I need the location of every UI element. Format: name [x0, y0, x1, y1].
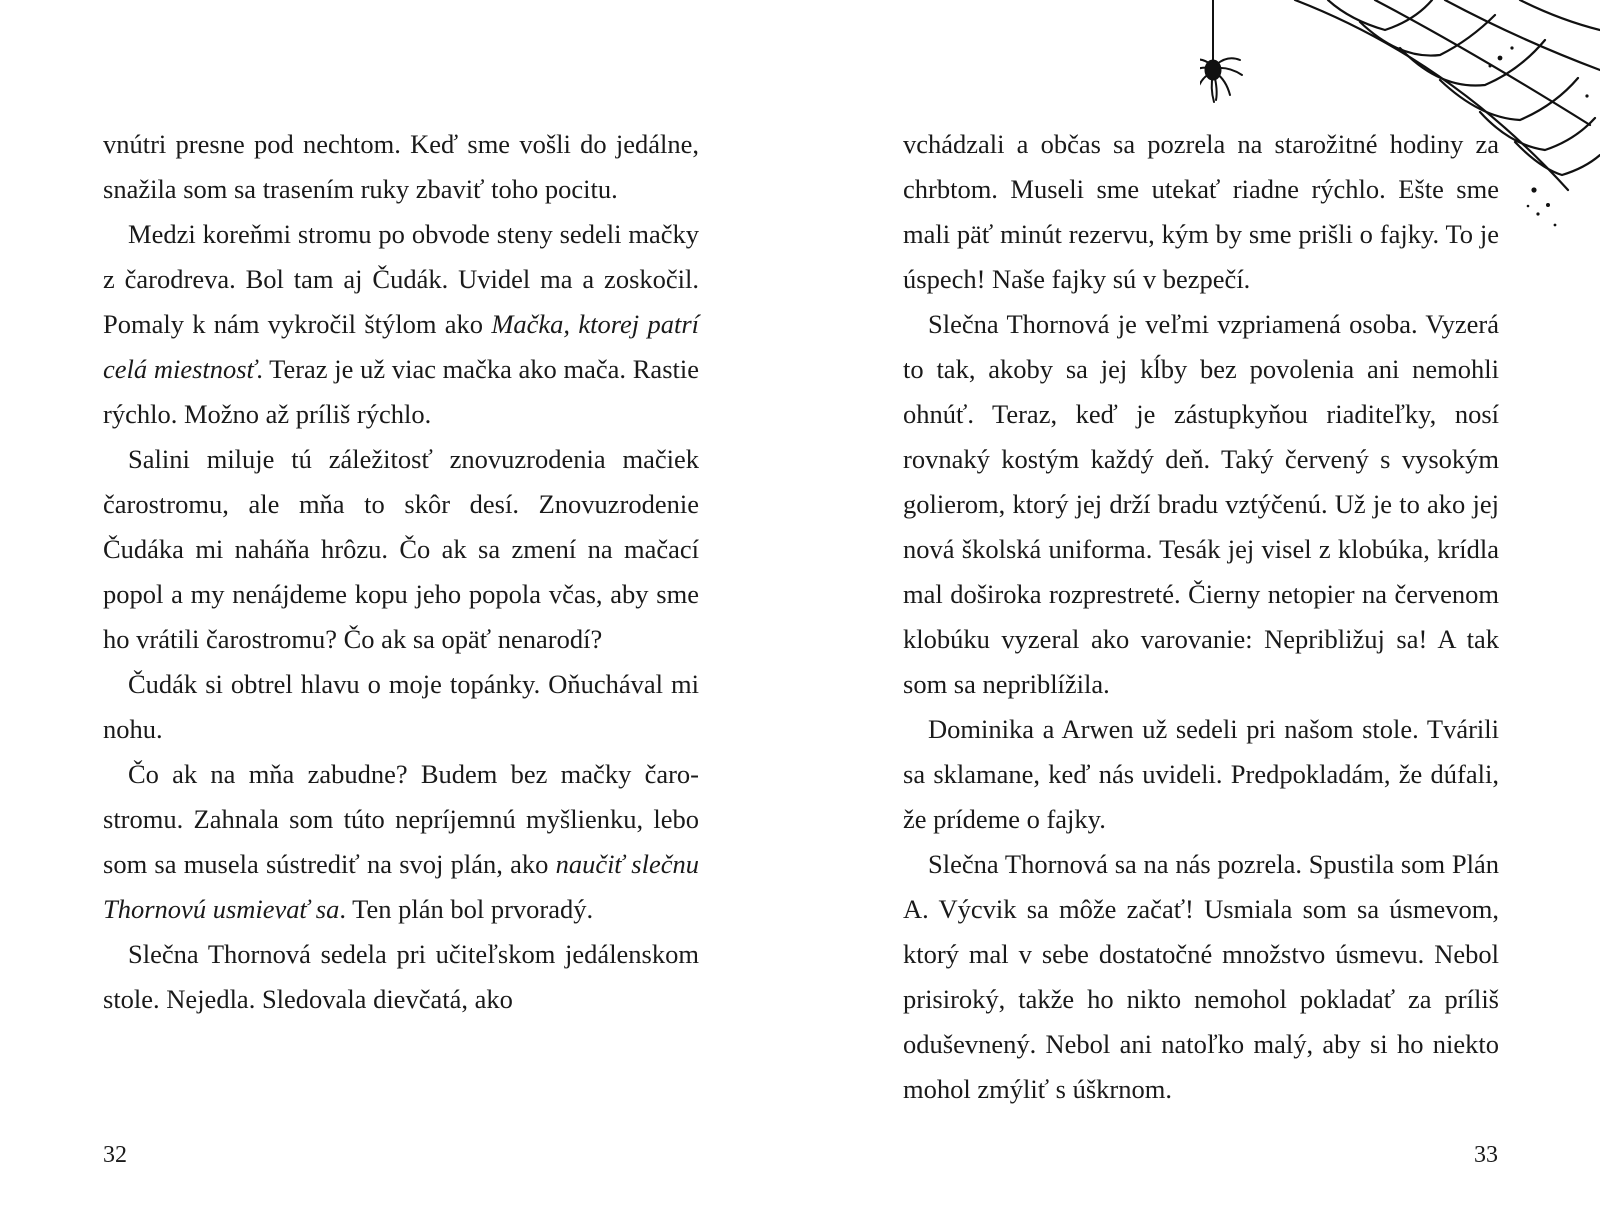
spider-web-icon: [1295, 0, 1600, 190]
text-run: vchádzali a občas sa pozrela na starožitné hodiny za chrbtom. Museli sme utekať riadne rýchlo. Ešte sme mali päť minút rezervu, kým by sme prišli o fajky. To je úspech! Naše fajky sú v bezpečí.: [903, 129, 1499, 294]
spider-web-illustration: [1200, 0, 1600, 250]
text-run: vnútri presne pod nechtom. Keď sme vošli do jedálne, snažila som sa trasením ruky zbaviť toho pocitu.: [103, 129, 699, 204]
text-run: . Teraz je už viac mačka ako mača. Rastie rýchlo. Možno až príliš rýchlo.: [103, 354, 699, 429]
right-page-text: [903, 122, 1499, 1112]
paragraph: [103, 437, 699, 662]
spider-icon: [1200, 0, 1242, 102]
italic-text: Mačka, ktorej patrí celá miestnosť: [103, 309, 699, 384]
text-run: Salini miluje tú záležitosť znovuzrodenia mačiek čarostromu, ale mňa to skôr desí. Znovuzrodenie Čudáka mi naháňa hrôzu. Čo ak sa zmení na mačací popol a my nenájdeme kopu jeho popola včas, aby sme ho vrátili čarostromu? Čo ak sa opäť nenarodí?: [103, 444, 699, 654]
text-run: . Ten plán bol prvoradý.: [339, 894, 594, 924]
paragraph: [103, 932, 699, 1022]
paragraph: [903, 842, 1499, 1112]
paragraph: [903, 302, 1499, 707]
text-run: Medzi koreňmi stromu po obvode steny sedeli mačky z čarodreva. Bol tam aj Čudák. Uvidel ma a zoskočil. Pomaly k nám vykročil štýlom ako: [103, 219, 699, 339]
paragraph: [103, 212, 699, 437]
text-run: Čo ak na mňa zabudne? Budem bez mačky čarostromu. Zahnala som túto nepríjemnú myšlienku, lebo som sa musela sústrediť na svoj plán, ako: [103, 759, 699, 879]
paragraph: [103, 122, 699, 212]
text-run: Čudák si obtrel hlavu o moje topánky. Oňuchával mi nohu.: [103, 669, 699, 744]
text-run: Slečna Thornová sedela pri učiteľskom jedálenskom stole. Nejedla. Sledovala dievčatá, ako: [103, 939, 699, 1014]
text-run: Dominika a Arwen už sedeli pri našom stole. Tvárili sa sklamane, keď nás uvideli. Predpokladám, že dúfali, že prídeme o fajky.: [903, 714, 1499, 834]
text-run: Slečna Thornová je veľmi vzpriamená osoba. Vyzerá to tak, akoby sa jej kĺby bez povolenia ani nemohli ohnúť. Teraz, keď je zástupkyňou riaditeľky, nosí rovnaký kostým každý deň. Taký červený s vysokým golierom, ktorý jej drží bradu vztýčenú. Už je to ako jej nová školská uniforma. Tesák jej visel z klobúka, krídla mal doširoka rozprestreté. Čierny netopier na červenom klobúku vyzeral ako varovanie: Nepribližuj sa! A tak som sa nepriblížila.: [903, 309, 1499, 699]
page-number-left: 32: [103, 1142, 127, 1168]
italic-text: naučiť slečnu Thornovú usmievať sa: [103, 849, 699, 924]
text-run: Slečna Thornová sa na nás pozrela. Spustila som Plán A. Výcvik sa môže začať! Usmiala som sa úsmevom, ktorý mal v sebe dostatočné množstvo úsmevu. Nebol prisiroký, takže ho nikto nemohol pokladať za príliš oduševnený. Nebol ani natoľko malý, aby si ho niekto mohol zmýliť s úškrnom.: [903, 849, 1499, 1104]
left-page-text: [103, 122, 699, 1022]
paragraph: [103, 752, 699, 932]
paragraph: [103, 662, 699, 752]
paragraph: [903, 707, 1499, 842]
page-number-right: 33: [1474, 1142, 1498, 1168]
